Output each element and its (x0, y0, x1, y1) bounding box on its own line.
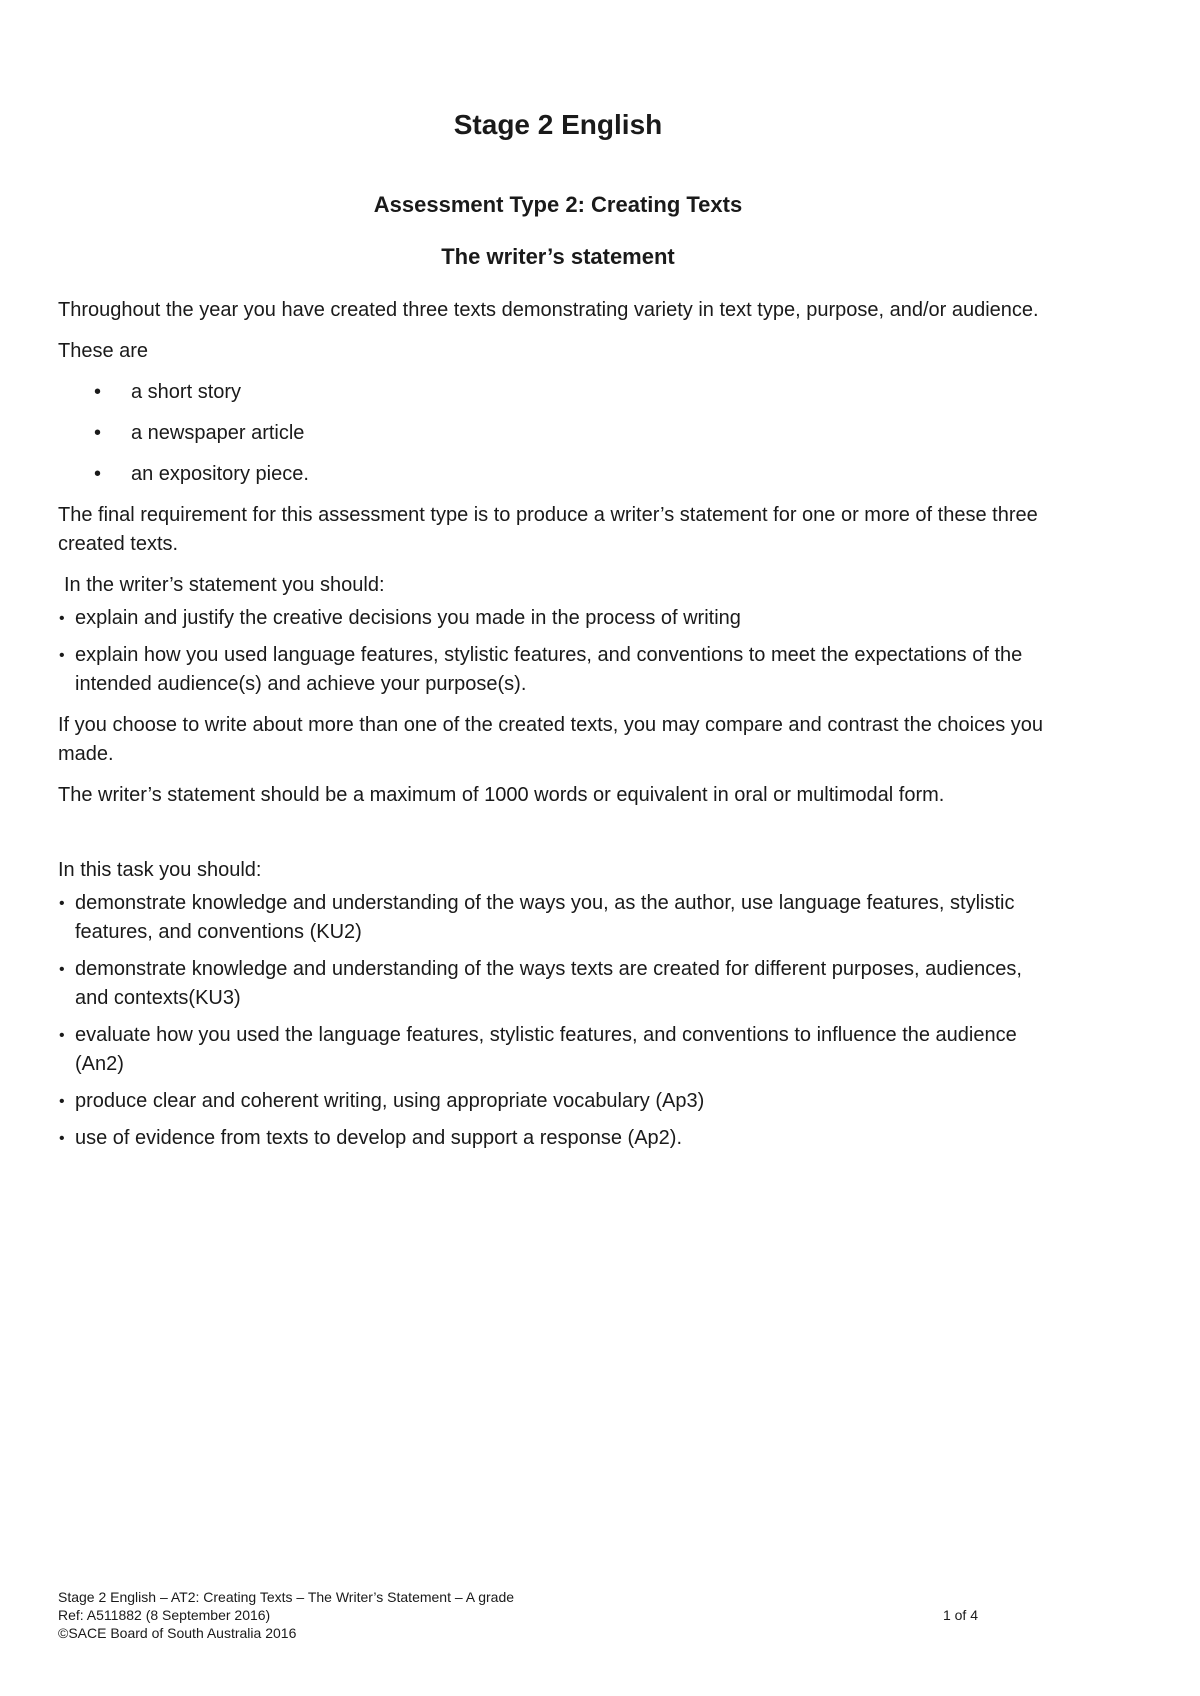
bullet-icon: • (94, 381, 102, 403)
list-item (58, 1021, 1058, 1079)
list-item-text: explain and justify the creative decisions you made in the process of writing (75, 607, 741, 629)
spacer (58, 822, 1058, 856)
list-item (58, 460, 1058, 489)
footer-copyright: ©SACE Board of South Australia 2016 (58, 1625, 297, 1641)
bullet-icon: • (59, 961, 65, 978)
compare-paragraph: If you choose to write about more than one of the created texts, you may compare and contrast the choices you made. (58, 714, 1043, 765)
list-item-text: explain how you used language features, stylistic features, and conventions to meet the expectations of the intended audience(s) and achieve your purpose(s). (75, 644, 1023, 695)
bullet-icon: • (94, 422, 102, 444)
requirement-paragraph: The final requirement for this assessment type is to produce a writer’s statement for one or more of these three created texts. (58, 504, 1038, 555)
created-texts-list (58, 378, 1058, 489)
these-are-paragraph: These are (58, 340, 149, 362)
bullet-icon: • (59, 1027, 65, 1044)
list-item (58, 955, 1058, 1013)
task-criteria-list (58, 889, 1058, 1153)
list-item-text: a short story (131, 381, 242, 403)
bullet-icon: • (94, 463, 102, 485)
footer-reference: Ref: A511882 (8 September 2016) (58, 1607, 271, 1623)
bullet-icon: • (59, 610, 65, 627)
bullet-icon: • (59, 1130, 65, 1147)
bullet-icon: • (59, 1093, 65, 1110)
footer-document-title: Stage 2 English – AT2: Creating Texts – The Writer’s Statement – A grade (58, 1589, 515, 1605)
page-number: 1 of 4 (942, 1607, 978, 1623)
list-item-text: demonstrate knowledge and understanding of the ways you, as the author, use language features, stylistic features, and conventions (KU2) (75, 892, 1015, 943)
should-list (58, 604, 1058, 699)
list-item-text: use of evidence from texts to develop and support a response (Ap2). (75, 1127, 683, 1149)
list-item (58, 604, 1058, 633)
list-item (58, 641, 1058, 699)
footer-reference-row (58, 1606, 978, 1624)
section-title: The writer’s statement (441, 244, 675, 269)
document-body (58, 296, 1058, 1165)
task-heading: In this task you should: (58, 859, 262, 881)
bullet-icon: • (59, 647, 65, 664)
page-title: Stage 2 English (453, 109, 663, 140)
list-item-text: an expository piece. (131, 463, 309, 485)
list-item (58, 889, 1058, 947)
list-item-text: a newspaper article (131, 422, 305, 444)
list-item (58, 1124, 1058, 1153)
document-page (58, 0, 1058, 1696)
list-item-text: produce clear and coherent writing, using appropriate vocabulary (Ap3) (75, 1090, 705, 1112)
bullet-icon: • (59, 895, 65, 912)
word-limit-paragraph: The writer’s statement should be a maximum of 1000 words or equivalent in oral or multimodal form. (58, 784, 945, 806)
list-item (58, 1087, 1058, 1116)
list-item-text: evaluate how you used the language features, stylistic features, and conventions to influence the audience (An2) (75, 1024, 1017, 1075)
page-footer (58, 1588, 978, 1642)
list-item-text: demonstrate knowledge and understanding of the ways texts are created for different purposes, audiences, and contexts(KU3) (75, 958, 1022, 1009)
assessment-subtitle: Assessment Type 2: Creating Texts (373, 192, 743, 217)
list-item (58, 378, 1058, 407)
should-heading: In the writer’s statement you should: (64, 574, 385, 596)
list-item (58, 419, 1058, 448)
intro-paragraph: Throughout the year you have created three texts demonstrating variety in text type, purpose, and/or audience. (58, 299, 1039, 321)
